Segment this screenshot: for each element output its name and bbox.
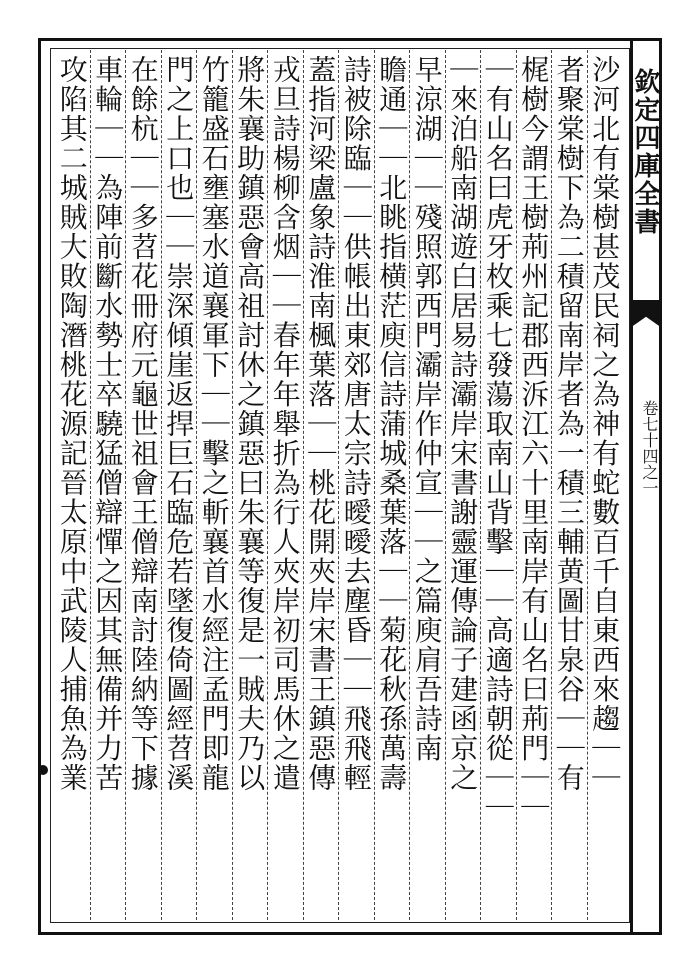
text-column: 將朱襄助鎮惡會高祖討休之鎮惡曰朱襄等復是一賊夫乃以 bbox=[233, 55, 267, 793]
text-column: 沙河北有棠樹甚茂民祠之為神有蛇數百千自東西來趨｜｜ bbox=[588, 55, 622, 793]
text-column: 車輪｜｜為陣前斷水勢士卒驍猛僧辯憚之因其無備并力苦 bbox=[91, 55, 125, 793]
text-column: 戎旦詩楊柳含烟｜｜春年年舉折為行人夾岸初司馬休之遣 bbox=[268, 55, 302, 793]
text-column: 攻陷其二城賊大敗陶潛桃花源記晉太原中武陵人捕魚為業 bbox=[55, 55, 89, 793]
text-column: 早涼湖｜｜殘照郭西門灞岸作仲宣｜｜之篇庾肩吾詩南 bbox=[410, 55, 444, 763]
text-column: 者聚棠樹下為二積留南岸者為一積三輔黄圖甘泉谷｜｜有 bbox=[552, 55, 586, 793]
text-column: 梶樹今謂王樹荊州記郡西泝江六十里南岸有山名曰荊門｜｜ bbox=[517, 55, 551, 822]
text-column: 詩被除臨｜｜供帳出東郊唐太宗詩曖曖去塵昏｜｜飛飛輕 bbox=[339, 55, 373, 793]
book-title: 欽定四庫全書 bbox=[630, 68, 660, 236]
text-column: 瞻通｜｜北眺指横茫庾信詩蒲城桑葉落｜｜菊花秋孫萬壽 bbox=[375, 55, 409, 793]
text-column: ｜來泊船南湖遊白居易詩灞岸宋書謝靈運傳論子建函京之 bbox=[446, 55, 480, 793]
text-column: 竹籠盛石壅塞水道襄軍下｜｜擊之斬襄首水經注孟門即龍 bbox=[197, 55, 231, 793]
text-column: ｜有山名曰虎牙枚乘七發蕩取南山背擊｜｜高適詩朝從｜｜ bbox=[481, 55, 515, 822]
chapter-folio: 卷七十四之一 bbox=[640, 400, 659, 496]
text-column: 門之上口也｜｜崇深傾崖返捍巨石臨危若墜復倚圖經苕溪 bbox=[162, 55, 196, 793]
text-column: 在餘杭｜｜多苕花冊府元龜世祖會王僧辯南討陸納等下據 bbox=[126, 55, 160, 793]
ink-dot bbox=[38, 765, 48, 775]
text-column: 蓋指河梁盧象詩淮南楓葉落｜｜桃花開夾岸宋書王鎮惡傳 bbox=[304, 55, 338, 793]
